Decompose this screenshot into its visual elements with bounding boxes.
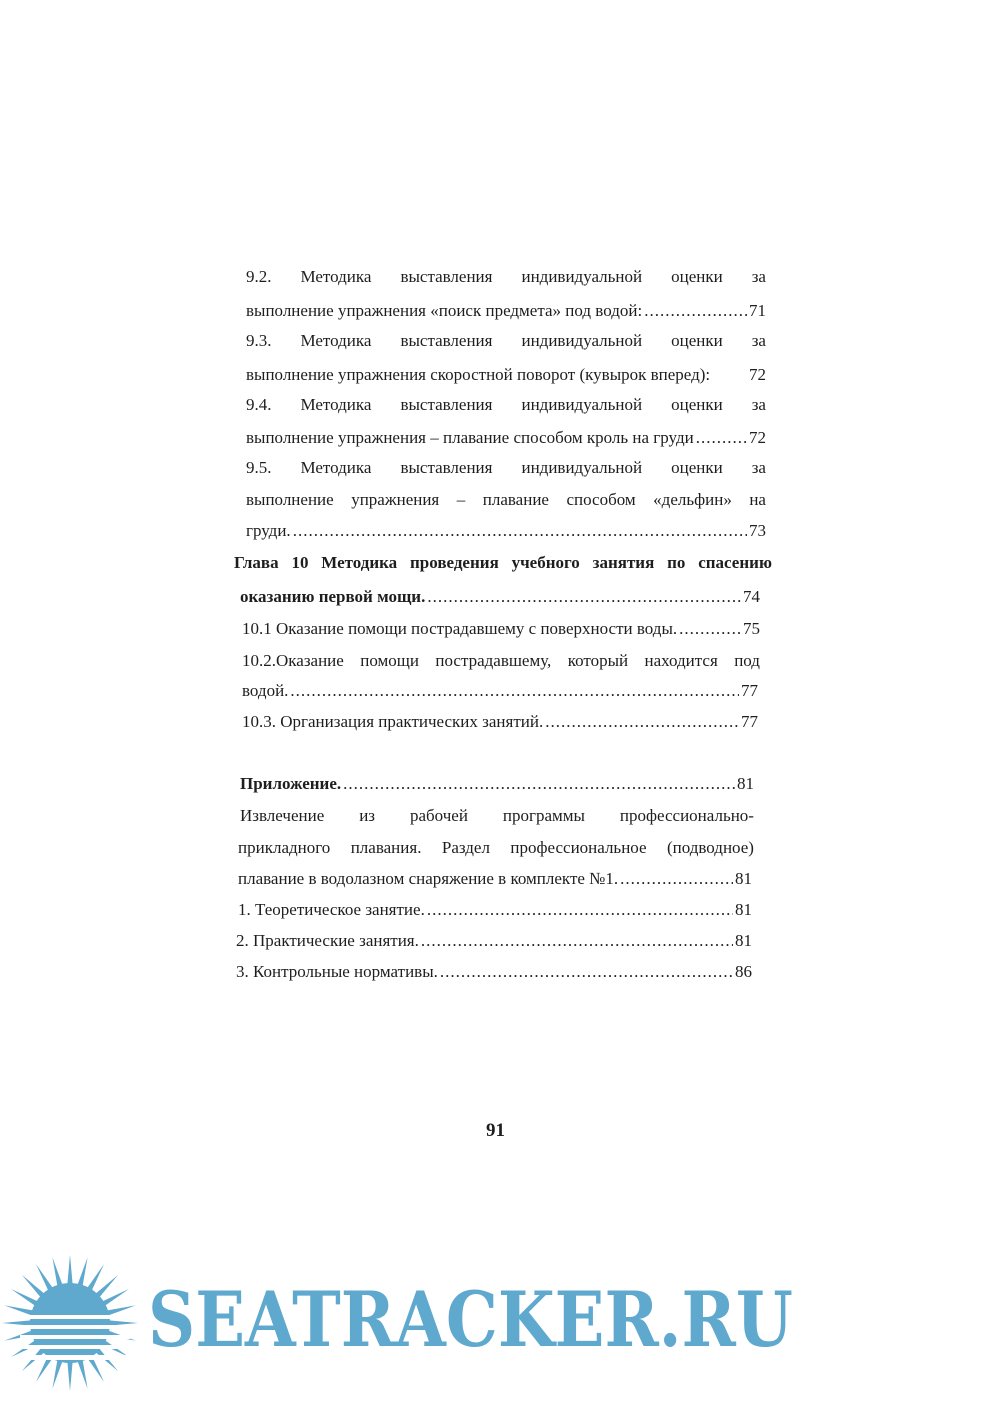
toc-word: 9.4. [246, 395, 272, 414]
dot-leader [440, 961, 733, 983]
toc-text: плавание в водолазном снаряжение в комплекте №1. [238, 869, 619, 888]
toc-extract-line2 [238, 837, 754, 859]
toc-word: оценки [671, 331, 723, 350]
toc-extract-line1 [240, 805, 754, 827]
sun-ray [67, 1361, 72, 1391]
toc-entry-10-2-line1 [242, 650, 760, 672]
toc-entry-9-5-line2 [246, 489, 766, 511]
toc-word: за [751, 331, 766, 350]
toc-word: Извлечение [240, 806, 325, 825]
watermark-banner [0, 1255, 991, 1403]
watermark-text: SEATRACKER.RU [148, 1275, 793, 1364]
toc-word: прикладного [238, 838, 331, 857]
toc-word: профессиональное [510, 838, 647, 857]
toc-page-number: 81 [737, 774, 754, 793]
toc-word: пострадавшему, [435, 651, 552, 670]
toc-appendix-item-2 [236, 930, 752, 952]
toc-page-number: 72 [749, 365, 766, 384]
toc-word: выставления [400, 458, 493, 477]
toc-text: 10.3. Организация практических занятий. [242, 712, 544, 731]
toc-text: груди. [246, 521, 291, 540]
toc-entry-9-4-line2 [246, 427, 766, 449]
toc-word: – [456, 490, 466, 509]
toc-word: 9.3. [246, 331, 272, 350]
toc-word: Методика [300, 267, 372, 286]
toc-word: программы [502, 806, 585, 825]
toc-word: находится [644, 651, 718, 670]
toc-word: оценки [671, 395, 723, 414]
toc-word: «дельфин» [653, 490, 732, 509]
dot-leader [696, 427, 747, 449]
toc-entry-10-2-line2 [242, 680, 758, 702]
toc-word: Методика [321, 553, 398, 572]
toc-word: рабочей [409, 806, 468, 825]
toc-word: под [734, 651, 760, 670]
toc-text: выполнение упражнения скоростной поворот (кувырок вперед): [246, 365, 711, 384]
sun-ray [22, 1275, 45, 1298]
toc-page-number: 77 [741, 681, 758, 700]
toc-word: профессионально- [619, 806, 754, 825]
sun-ray [77, 1257, 87, 1287]
toc-word: который [567, 651, 629, 670]
toc-appendix-item-1 [238, 899, 752, 921]
toc-text: Приложение. [240, 774, 342, 793]
sun-ray [95, 1275, 118, 1298]
toc-page-number: 86 [735, 962, 752, 981]
toc-word: оценки [671, 458, 723, 477]
sun-ray [108, 1320, 138, 1325]
toc-entry-9-4-line1 [246, 394, 766, 416]
toc-word: Методика [300, 458, 372, 477]
sun-ray [11, 1289, 38, 1306]
dot-leader [343, 773, 735, 795]
toc-entry-9-3-line2 [246, 364, 766, 386]
dot-leader [293, 520, 747, 542]
toc-page-number: 81 [735, 931, 752, 950]
dot-leader [290, 680, 739, 702]
sun-ray [77, 1359, 87, 1389]
toc-text: водой. [242, 681, 289, 700]
toc-page-number: 77 [741, 712, 758, 731]
toc-word: 9.5. [246, 458, 272, 477]
toc-entry-9-5-line1 [246, 457, 766, 479]
toc-page-number: 72 [749, 428, 766, 447]
toc-word: из [359, 806, 376, 825]
sun-ray [106, 1305, 136, 1315]
toc-appendix-item-3 [236, 961, 752, 983]
dot-leader [644, 300, 747, 322]
toc-word: оценки [671, 267, 723, 286]
toc-entry-9-2-line2 [246, 300, 766, 322]
toc-word: выставления [400, 267, 493, 286]
toc-entry-9-3-line1 [246, 330, 766, 352]
toc-text: оказанию первой мощи. [240, 587, 426, 606]
dot-leader [427, 899, 733, 921]
toc-text: 3. Контрольные нормативы. [236, 962, 438, 981]
toc-word: индивидуальной [521, 267, 643, 286]
toc-word: плавания. [350, 838, 422, 857]
toc-word: индивидуальной [521, 395, 643, 414]
sun-ray [52, 1257, 62, 1287]
toc-entry-9-2-line1 [246, 266, 766, 288]
toc-word: 9.2. [246, 267, 272, 286]
toc-chapter-10-line1 [234, 552, 772, 574]
toc-word: 10.2.Оказание [242, 651, 344, 670]
toc-word: спасению [698, 553, 772, 572]
toc-extract-line3 [238, 868, 752, 890]
toc-word: упражнения [351, 490, 440, 509]
sun-ray [87, 1264, 104, 1291]
toc-text: 10.1 Оказание помощи пострадавшему с поверхности воды. [242, 619, 678, 638]
toc-entry-10-3 [242, 711, 758, 733]
dot-leader [679, 618, 741, 640]
toc-entry-9-5-line3 [246, 520, 766, 542]
sun-ray [4, 1305, 34, 1315]
sun-ray [102, 1289, 129, 1306]
toc-word: занятия [592, 553, 655, 572]
toc-word: за [751, 458, 766, 477]
toc-text: 2. Практические занятия. [236, 931, 419, 950]
toc-word: за [751, 395, 766, 414]
toc-word: Методика [300, 395, 372, 414]
toc-page-number: 81 [735, 900, 752, 919]
toc-text: выполнение упражнения – плавание способом кроль на груди [246, 428, 694, 447]
toc-word: Методика [300, 331, 372, 350]
toc-word: учебного [511, 553, 580, 572]
toc-appendix [240, 773, 754, 795]
toc-word: проведения [410, 553, 499, 572]
sun-ray [2, 1320, 32, 1325]
toc-word: способом [566, 490, 636, 509]
toc-word: помощи [360, 651, 419, 670]
toc-word: индивидуальной [521, 458, 643, 477]
toc-word: по [667, 553, 686, 572]
toc-word: 10 [291, 553, 309, 572]
toc-page-number: 81 [735, 869, 752, 888]
toc-word: (подводное) [666, 838, 754, 857]
dot-leader [427, 586, 741, 608]
toc-word: на [749, 490, 766, 509]
toc-word: за [751, 267, 766, 286]
toc-text: выполнение упражнения «поиск предмета» под водой: [246, 301, 643, 320]
toc-text: 1. Теоретическое занятие. [238, 900, 425, 919]
sun-ray [36, 1264, 53, 1291]
toc-page-number: 75 [743, 619, 760, 638]
toc-page-number: 71 [749, 301, 766, 320]
dot-leader [421, 930, 733, 952]
dot-leader [620, 868, 733, 890]
toc-word: выполнение [246, 490, 334, 509]
sun-ray [52, 1359, 62, 1389]
toc-word: выставления [400, 331, 493, 350]
sun-logo-icon [0, 1255, 150, 1403]
toc-word: плавание [482, 490, 549, 509]
toc-word: выставления [400, 395, 493, 414]
toc-entry-10-1 [242, 618, 760, 640]
sun-ray [67, 1255, 72, 1285]
toc-chapter-10-line2 [240, 586, 760, 608]
toc-page-number: 74 [743, 587, 760, 606]
toc-page-number: 73 [749, 521, 766, 540]
page-number: 91 [486, 1120, 505, 1141]
dot-leader [545, 711, 739, 733]
toc-word: индивидуальной [521, 331, 643, 350]
toc-word: Раздел [441, 838, 490, 857]
toc-word: Глава [234, 553, 279, 572]
